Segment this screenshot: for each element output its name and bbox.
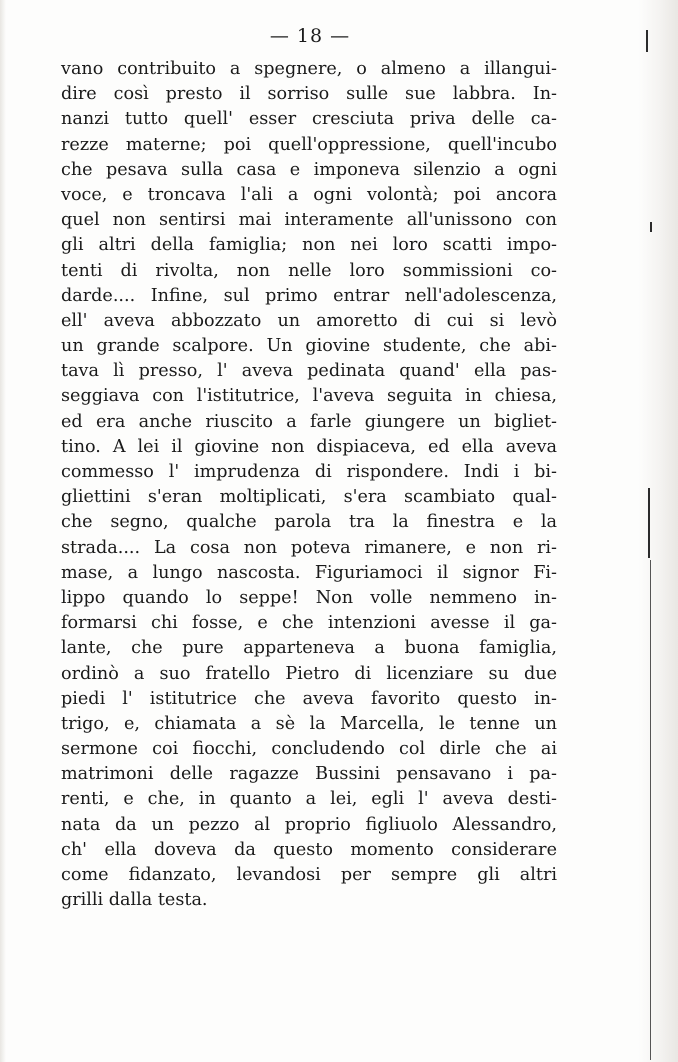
text-line: darde.... Infine, sul primo entrar nell'adolescenza, — [61, 285, 557, 306]
page-right-edge — [638, 0, 678, 1062]
text-line: grilli dalla testa. — [61, 890, 208, 911]
text-line: sermone coi fiocchi, concludendo col dirle che ai — [61, 739, 557, 760]
text-line: voce, e troncava l'ali a ogni volontà; poi ancora — [61, 184, 557, 205]
text-line: ell' aveva abbozzato un amoretto di cui si levò — [61, 310, 557, 331]
text-line: mase, a lungo nascosta. Figuriamoci il signor Fi- — [61, 562, 557, 583]
text-line: nata da un pezzo al proprio figliuolo Alessandro, — [61, 814, 557, 835]
text-line: gli altri della famiglia; non nei loro scatti impo- — [61, 235, 557, 256]
body-text — [61, 57, 557, 913]
edge-mark — [646, 30, 648, 52]
text-line: tino. A lei il giovine non dispiaceva, ed ella aveva — [61, 436, 557, 457]
text-line: che pesava sulla casa e imponeva silenzio a ogni — [61, 159, 557, 180]
edge-mark — [650, 560, 652, 1060]
text-line: commesso l' imprudenza di rispondere. Indi i bi- — [61, 462, 557, 482]
edge-mark — [650, 222, 652, 232]
text-line: tenti di rivolta, non nelle loro sommissioni co- — [61, 260, 557, 281]
text-line: un grande scalpore. Un giovine studente, che abi- — [61, 336, 557, 357]
text-line: vano contribuito a spegnere, o almeno a illangui- — [61, 59, 557, 79]
text-line: seggiava con l'istitutrice, l'aveva seguita in chiesa, — [61, 386, 557, 407]
text-line: piedi l' istitutrice che aveva favorito questo in- — [61, 688, 557, 709]
text-line: renti, e che, in quanto a lei, egli l' aveva desti- — [61, 789, 557, 810]
text-line: strada.... La cosa non poteva rimanere, e non ri- — [61, 537, 557, 558]
page-left-edge — [0, 0, 6, 1062]
text-line: tava lì presso, l' aveva pedinata quand' ella pas- — [61, 361, 557, 382]
text-line: quel non sentirsi mai interamente all'unissono con — [61, 210, 557, 231]
text-line: gliettini s'eran moltiplicati, s'era scambiato qual- — [61, 487, 557, 508]
text-line: rezze materne; poi quell'oppressione, quell'incubo — [61, 134, 557, 155]
text-line: trigo, e, chiamata a sè la Marcella, le tenne un — [61, 713, 557, 734]
text-line: matrimoni delle ragazze Bussini pensavano i pa- — [61, 764, 557, 785]
text-line: come fidanzato, levandosi per sempre gli altri — [61, 865, 557, 885]
text-line: dire così presto il sorriso sulle sue labbra. In- — [61, 84, 557, 105]
text-line: lippo quando lo seppe! Non volle nemmeno in- — [61, 587, 557, 608]
text-line: ch' ella doveva da questo momento considerare — [61, 839, 557, 860]
text-line: ordinò a suo fratello Pietro di licenziare su due — [61, 663, 557, 684]
text-line: ed era anche riuscito a farle giungere un bigliet- — [61, 411, 557, 432]
edge-mark — [648, 488, 650, 558]
page-number: — 18 — — [269, 25, 351, 47]
text-line: nanzi tutto quell' esser cresciuta priva delle ca- — [61, 109, 557, 130]
text-line: formarsi chi fosse, e che intenzioni avesse il ga- — [61, 613, 557, 634]
text-line: che segno, qualche parola tra la finestra e la — [61, 512, 557, 533]
text-line: lante, che pure apparteneva a buona famiglia, — [61, 638, 557, 659]
